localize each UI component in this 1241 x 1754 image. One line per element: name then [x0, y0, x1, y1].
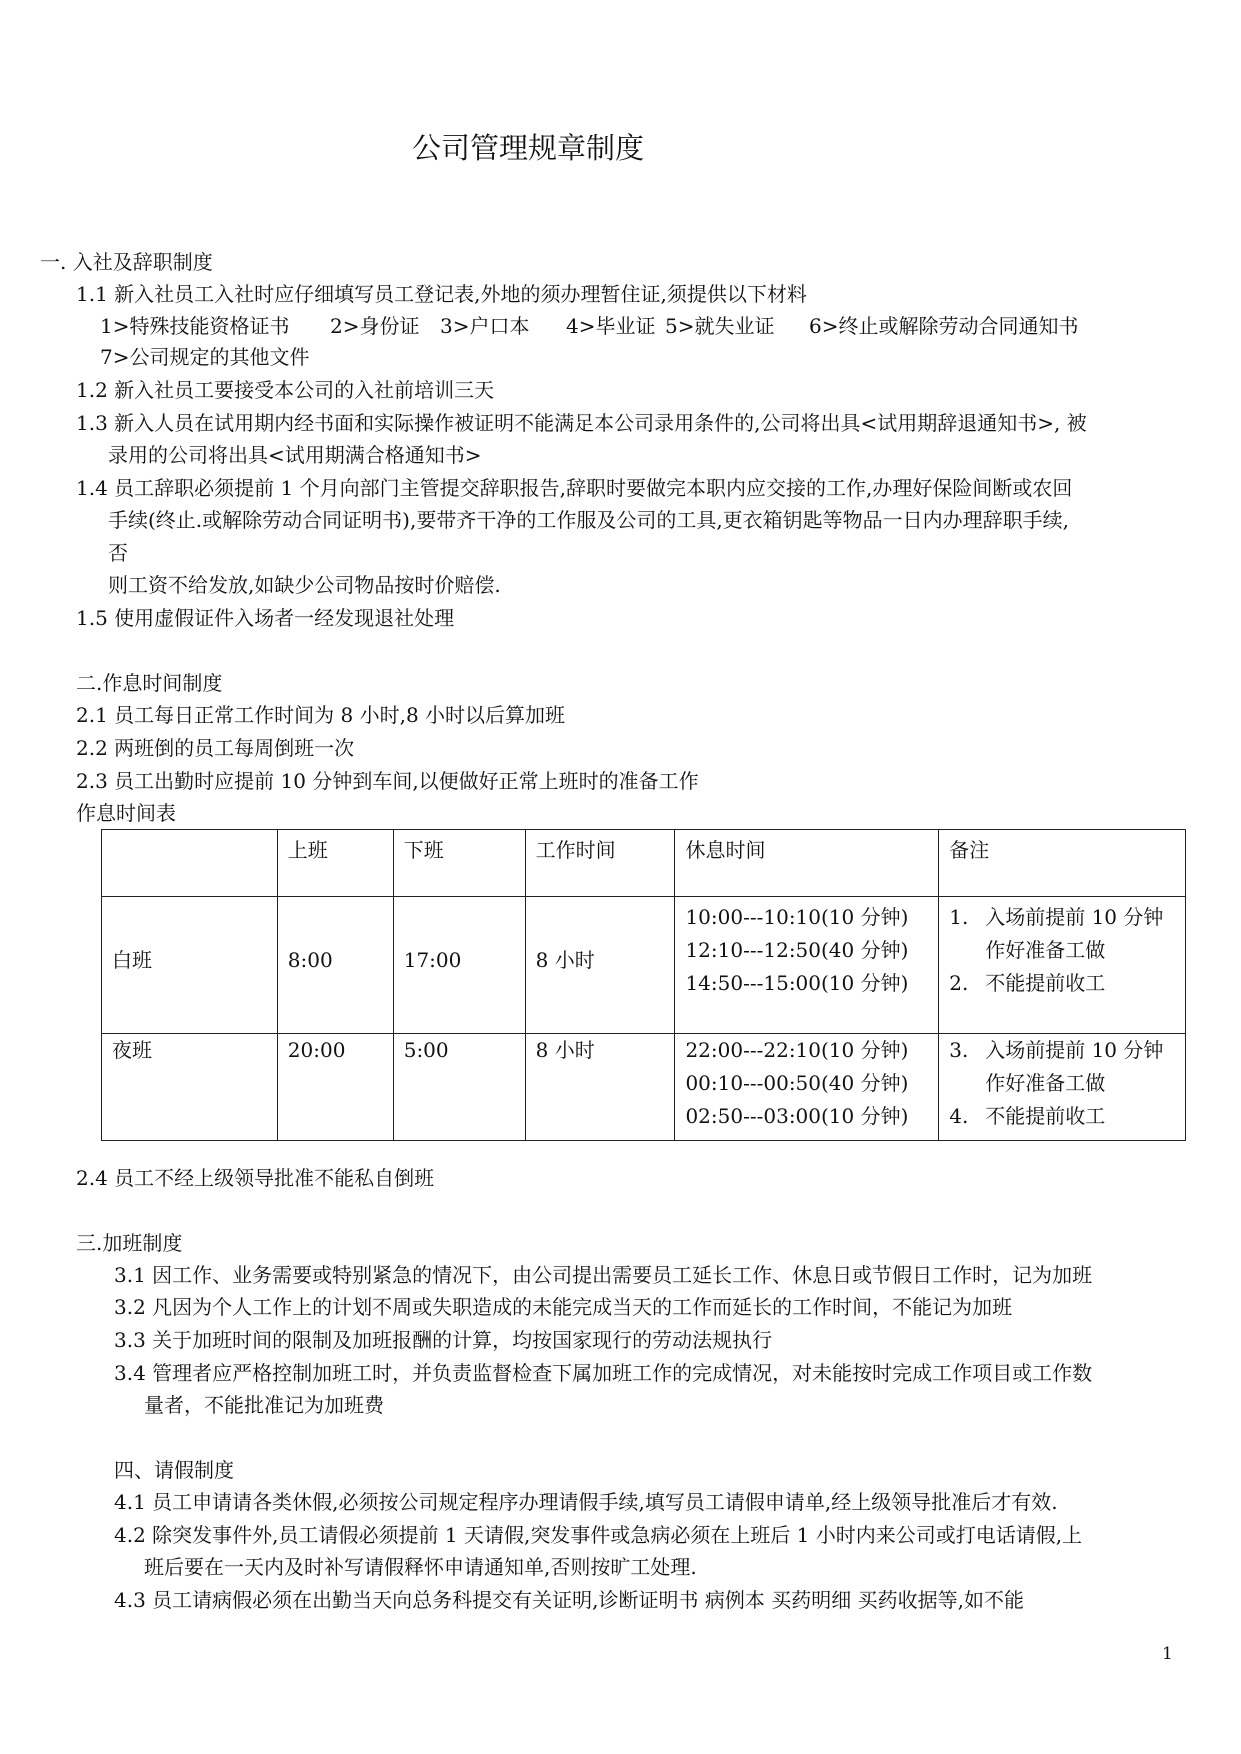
- paragraph: 量者，不能批准记为加班费: [144, 1393, 384, 1417]
- paragraph: 手续(终止.或解除劳动合同证明书),要带齐干净的工作服及公司的工具,更衣箱钥匙等物品一日内办理辞职手续,: [108, 508, 1070, 532]
- materials-list: [100, 312, 1078, 340]
- paragraph: 3.3 关于加班时间的限制及加班报酬的计算，均按国家现行的劳动法规执行: [114, 1328, 773, 1352]
- table-header-cell: [102, 830, 278, 897]
- break-time: 10:00---10:10(10 分钟): [685, 905, 909, 929]
- table-row: [102, 897, 1186, 1034]
- paragraph: 2.1 员工每日正常工作时间为 8 小时,8 小时以后算加班: [76, 703, 566, 727]
- paragraph: 2.3 员工出勤时应提前 10 分钟到车间,以便做好正常上班时的准备工作: [76, 769, 699, 793]
- section-heading: 二.作息时间制度: [76, 671, 223, 695]
- page-number: 1: [1162, 1644, 1173, 1664]
- paragraph: 班后要在一天内及时补写请假释怀申请通知单,否则按旷工处理.: [144, 1555, 697, 1579]
- remark-text: 入场前提前 10 分钟作好准备工做: [985, 1038, 1164, 1095]
- table-cell: 夜班: [102, 1034, 278, 1141]
- break-time: 12:10---12:50(40 分钟): [685, 938, 909, 962]
- material-item: 3>户口本: [440, 314, 530, 338]
- paragraph: 3.2 凡因为个人工作上的计划不周或失职造成的未能完成当天的工作而延长的工作时间，不能记为加班: [114, 1295, 1013, 1319]
- table-header-row: [102, 830, 1186, 897]
- remark-number: 1.: [949, 905, 969, 929]
- table-cell: 8 小时: [525, 1034, 675, 1141]
- remark-item: [949, 967, 1175, 1000]
- material-item: 7>公司规定的其他文件: [100, 345, 310, 369]
- paragraph: 2.2 两班倒的员工每周倒班一次: [76, 736, 355, 760]
- table-cell: 8 小时: [525, 897, 675, 1034]
- remark-text: 不能提前收工: [985, 971, 1106, 995]
- remark-text: 入场前提前 10 分钟作好准备工做: [985, 905, 1164, 962]
- table-cell: 8:00: [277, 897, 393, 1034]
- table-cell: [939, 1034, 1186, 1141]
- table-header-cell: 备注: [939, 830, 1186, 897]
- break-time: 00:10---00:50(40 分钟): [685, 1071, 909, 1095]
- break-time: 22:00---22:10(10 分钟): [685, 1038, 909, 1062]
- paragraph: 3.4 管理者应严格控制加班工时，并负责监督检查下属加班工作的完成情况，对未能按时完成工作项目或工作数: [114, 1361, 1093, 1385]
- schedule-table: [101, 829, 1186, 1141]
- section-heading: 一. 入社及辞职制度: [40, 250, 213, 274]
- table-cell: [675, 1034, 939, 1141]
- material-item: 5>就失业证: [665, 314, 775, 338]
- paragraph: 1.1 新入社员工入社时应仔细填写员工登记表,外地的须办理暂住证,须提供以下材料: [76, 282, 807, 306]
- material-item: 1>特殊技能资格证书: [100, 314, 290, 338]
- paragraph: 1.4 员工辞职必须提前 1 个月向部门主管提交辞职报告,辞职时要做完本职内应交接的工作,办理好保险间断或农回: [76, 476, 1073, 500]
- remark-number: 2.: [949, 971, 969, 995]
- paragraph: 则工资不给发放,如缺少公司物品按时价赔偿.: [108, 573, 501, 597]
- table-header-cell: 工作时间: [525, 830, 675, 897]
- break-time: 14:50---15:00(10 分钟): [685, 971, 909, 995]
- paragraph: 2.4 员工不经上级领导批准不能私自倒班: [76, 1166, 435, 1190]
- section-heading: 四、请假制度: [114, 1458, 234, 1482]
- paragraph: 4.1 员工申请请各类休假,必须按公司规定程序办理请假手续,填写员工请假申请单,经上级领导批准后才有效.: [114, 1490, 1058, 1514]
- paragraph: 4.2 除突发事件外,员工请假必须提前 1 天请假,突发事件或急病必须在上班后 1 小时内来公司或打电话请假,上: [114, 1523, 1083, 1547]
- table-caption: 作息时间表: [76, 801, 176, 825]
- table-cell: 20:00: [277, 1034, 393, 1141]
- table-header-cell: 休息时间: [675, 830, 939, 897]
- document-title: 公司管理规章制度: [412, 131, 645, 165]
- table-header-cell: 下班: [393, 830, 525, 897]
- paragraph: 1.3 新入人员在试用期内经书面和实际操作被证明不能满足本公司录用条件的,公司将出具<试用期辞退通知书>, 被: [76, 411, 1087, 435]
- remark-number: 4.: [949, 1104, 969, 1128]
- remark-text: 不能提前收工: [985, 1104, 1106, 1128]
- paragraph: 录用的公司将出具<试用期满合格通知书>: [108, 443, 482, 467]
- paragraph: 4.3 员工请病假必须在出勤当天向总务科提交有关证明,诊断证明书 病例本 买药明细 买药收据等,如不能: [114, 1588, 1024, 1612]
- table-cell: [939, 897, 1186, 1034]
- paragraph: 1.2 新入社员工要接受本公司的入社前培训三天: [76, 378, 495, 402]
- paragraph: 否: [108, 541, 128, 565]
- table-cell: 17:00: [393, 897, 525, 1034]
- table-header-cell: 上班: [277, 830, 393, 897]
- material-item: 2>身份证: [330, 314, 420, 338]
- material-item: 4>毕业证: [566, 314, 656, 338]
- table-cell: 5:00: [393, 1034, 525, 1141]
- remark-item: [949, 901, 1175, 967]
- remark-item: [949, 1100, 1175, 1133]
- break-time: 02:50---03:00(10 分钟): [685, 1104, 909, 1128]
- paragraph: 3.1 因工作、业务需要或特别紧急的情况下，由公司提出需要员工延长工作、休息日或节假日工作时，记为加班: [114, 1263, 1093, 1287]
- remark-item: [949, 1034, 1175, 1100]
- table-row: [102, 1034, 1186, 1141]
- material-item: 6>终止或解除劳动合同通知书: [809, 314, 1079, 338]
- paragraph: 1.5 使用虚假证件入场者一经发现退社处理: [76, 606, 455, 630]
- section-heading: 三.加班制度: [76, 1231, 183, 1255]
- remark-number: 3.: [949, 1038, 969, 1062]
- table-cell: [675, 897, 939, 1034]
- table-cell: 白班: [102, 897, 278, 1034]
